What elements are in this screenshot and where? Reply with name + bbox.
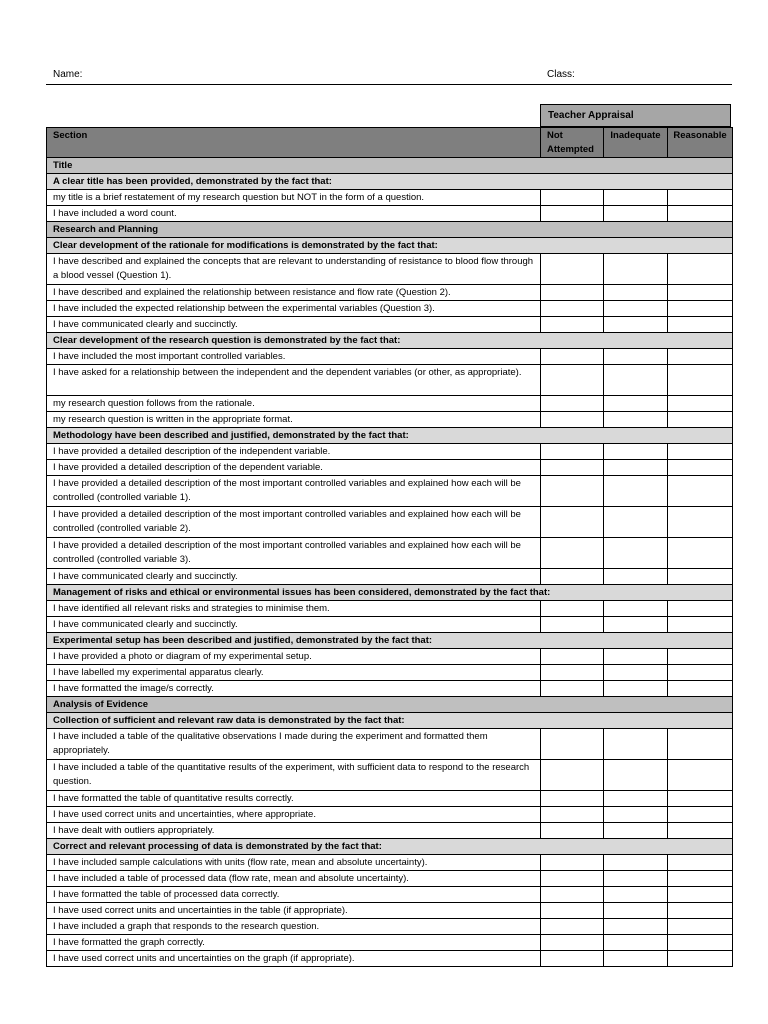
not-attempted-cell[interactable] (541, 444, 604, 460)
inadequate-cell[interactable] (604, 301, 668, 317)
criterion-heading-row (47, 633, 733, 649)
not-attempted-cell[interactable] (541, 285, 604, 301)
checklist-item-row (47, 665, 733, 681)
reasonable-cell[interactable] (668, 903, 733, 919)
checklist-item-text: I have provided a photo or diagram of my experimental setup. (47, 649, 541, 665)
inadequate-cell[interactable] (604, 903, 668, 919)
checklist-item-text: I have provided a detailed description of the dependent variable. (47, 460, 541, 476)
criterion-heading-row (47, 333, 733, 349)
inadequate-cell[interactable] (604, 807, 668, 823)
reasonable-cell[interactable] (668, 887, 733, 903)
checklist-item-row (47, 729, 733, 760)
inadequate-cell[interactable] (604, 206, 668, 222)
inadequate-cell[interactable] (604, 396, 668, 412)
checklist-item-row (47, 412, 733, 428)
checklist-item-row (47, 617, 733, 633)
not-attempted-cell[interactable] (541, 823, 604, 839)
checklist-item-text: I have provided a detailed description of the most important controlled variables and explained how each will be controlled (controlled variable 1). (47, 476, 541, 507)
reasonable-cell[interactable] (668, 681, 733, 697)
reasonable-cell[interactable] (668, 823, 733, 839)
checklist-item-row (47, 760, 733, 791)
reasonable-cell[interactable] (668, 444, 733, 460)
inadequate-cell[interactable] (604, 254, 668, 285)
checklist-item-row (47, 791, 733, 807)
inadequate-cell[interactable] (604, 617, 668, 633)
not-attempted-cell[interactable] (541, 476, 604, 507)
not-attempted-cell[interactable] (541, 760, 604, 791)
criterion-heading: Experimental setup has been described and justified, demonstrated by the fact that: (47, 633, 733, 649)
inadequate-cell[interactable] (604, 791, 668, 807)
not-attempted-cell[interactable] (541, 317, 604, 333)
reasonable-cell[interactable] (668, 538, 733, 569)
checklist-item-row (47, 317, 733, 333)
name-label: Name: (53, 69, 83, 80)
inadequate-cell[interactable] (604, 349, 668, 365)
not-attempted-cell[interactable] (541, 855, 604, 871)
checklist-item-row (47, 871, 733, 887)
reasonable-cell[interactable] (668, 855, 733, 871)
teacher-appraisal-header: Teacher Appraisal (540, 104, 731, 127)
checklist-item-text: I have included a table of the quantitative results of the experiment, with sufficient data to respond to the research question. (47, 760, 541, 791)
not-attempted-cell[interactable] (541, 507, 604, 538)
checklist-item-text: I have formatted the image/s correctly. (47, 681, 541, 697)
inadequate-cell[interactable] (604, 729, 668, 760)
checklist-item-text: I have included the most important controlled variables. (47, 349, 541, 365)
checklist-item-text: I have used correct units and uncertainties in the table (if appropriate). (47, 903, 541, 919)
checklist-item-text: I have provided a detailed description of the most important controlled variables and explained how each will be controlled (controlled variable 2). (47, 507, 541, 538)
criterion-heading: Correct and relevant processing of data is demonstrated by the fact that: (47, 839, 733, 855)
checklist-item-text: I have included a word count. (47, 206, 541, 222)
checklist-item-text: I have communicated clearly and succinctly. (47, 617, 541, 633)
not-attempted-cell[interactable] (541, 919, 604, 935)
criterion-heading-row (47, 839, 733, 855)
checklist-item-row (47, 951, 733, 967)
reasonable-cell[interactable] (668, 507, 733, 538)
reasonable-cell[interactable] (668, 460, 733, 476)
reasonable-cell[interactable] (668, 729, 733, 760)
checklist-item-text: I have included a table of processed data (flow rate, mean and absolute uncertainty). (47, 871, 541, 887)
inadequate-cell[interactable] (604, 855, 668, 871)
checklist-item-row (47, 887, 733, 903)
not-attempted-cell[interactable] (541, 190, 604, 206)
inadequate-cell[interactable] (604, 760, 668, 791)
reasonable-cell[interactable] (668, 349, 733, 365)
checklist-item-text: I have labelled my experimental apparatus clearly. (47, 665, 541, 681)
reasonable-cell[interactable] (668, 285, 733, 301)
checklist-item-row (47, 649, 733, 665)
checklist-item-row (47, 601, 733, 617)
section-heading: Title (47, 158, 733, 174)
not-attempted-cell[interactable] (541, 301, 604, 317)
inadequate-cell[interactable] (604, 190, 668, 206)
checklist-item-text: I have asked for a relationship between the independent and the dependent variables (or other, as appropriate). (47, 365, 541, 396)
checklist-item-text: I have identified all relevant risks and strategies to minimise them. (47, 601, 541, 617)
reasonable-cell[interactable] (668, 317, 733, 333)
checklist-item-row (47, 190, 733, 206)
column-header-inadequate: Inadequate (604, 128, 668, 158)
checklist-item-row (47, 444, 733, 460)
reasonable-cell[interactable] (668, 649, 733, 665)
checklist-item-row (47, 807, 733, 823)
not-attempted-cell[interactable] (541, 396, 604, 412)
reasonable-cell[interactable] (668, 476, 733, 507)
reasonable-cell[interactable] (668, 365, 733, 396)
checklist-item-text: my title is a brief restatement of my research question but NOT in the form of a question. (47, 190, 541, 206)
not-attempted-cell[interactable] (541, 871, 604, 887)
column-header-reasonable: Reasonable (668, 128, 733, 158)
reasonable-cell[interactable] (668, 254, 733, 285)
checklist-item-row (47, 349, 733, 365)
checklist-item-text: I have communicated clearly and succinctly. (47, 317, 541, 333)
checklist-item-row (47, 855, 733, 871)
not-attempted-cell[interactable] (541, 349, 604, 365)
inadequate-cell[interactable] (604, 365, 668, 396)
not-attempted-cell[interactable] (541, 649, 604, 665)
inadequate-cell[interactable] (604, 871, 668, 887)
section-heading: Analysis of Evidence (47, 697, 733, 713)
checklist-item-text: I have included a table of the qualitative observations I made during the experiment and formatted them appropriately. (47, 729, 541, 760)
reasonable-cell[interactable] (668, 190, 733, 206)
checklist-item-text: I have communicated clearly and succinctly. (47, 569, 541, 585)
checklist-item-text: I have included sample calculations with units (flow rate, mean and absolute uncertainty). (47, 855, 541, 871)
inadequate-cell[interactable] (604, 569, 668, 585)
table-header-row (47, 128, 733, 158)
checklist-item-row (47, 538, 733, 569)
reasonable-cell[interactable] (668, 412, 733, 428)
inadequate-cell[interactable] (604, 951, 668, 967)
section-heading-row (47, 158, 733, 174)
checklist-item-text: I have described and explained the relationship between resistance and flow rate (Question 2). (47, 285, 541, 301)
checklist-item-text: I have provided a detailed description of the most important controlled variables and explained how each will be controlled (controlled variable 3). (47, 538, 541, 569)
reasonable-cell[interactable] (668, 919, 733, 935)
not-attempted-cell[interactable] (541, 460, 604, 476)
reasonable-cell[interactable] (668, 569, 733, 585)
checklist-item-text: I have formatted the graph correctly. (47, 935, 541, 951)
criterion-heading: Methodology have been described and justified, demonstrated by the fact that: (47, 428, 733, 444)
not-attempted-cell[interactable] (541, 617, 604, 633)
inadequate-cell[interactable] (604, 507, 668, 538)
criterion-heading: Management of risks and ethical or environmental issues has been considered, demonstrated by the fact that: (47, 585, 733, 601)
checklist-item-text: my research question is written in the appropriate format. (47, 412, 541, 428)
checklist-item-row (47, 206, 733, 222)
inadequate-cell[interactable] (604, 412, 668, 428)
reasonable-cell[interactable] (668, 791, 733, 807)
not-attempted-cell[interactable] (541, 935, 604, 951)
inadequate-cell[interactable] (604, 681, 668, 697)
not-attempted-cell[interactable] (541, 791, 604, 807)
not-attempted-cell[interactable] (541, 206, 604, 222)
checklist-item-text: I have included a graph that responds to the research question. (47, 919, 541, 935)
criterion-heading: Collection of sufficient and relevant raw data is demonstrated by the fact that: (47, 713, 733, 729)
checklist-item-row (47, 460, 733, 476)
checklist-item-row (47, 301, 733, 317)
inadequate-cell[interactable] (604, 649, 668, 665)
not-attempted-cell[interactable] (541, 665, 604, 681)
not-attempted-cell[interactable] (541, 729, 604, 760)
checklist-item-row (47, 476, 733, 507)
reasonable-cell[interactable] (668, 760, 733, 791)
criterion-heading-row (47, 713, 733, 729)
not-attempted-cell[interactable] (541, 903, 604, 919)
checklist-item-row (47, 285, 733, 301)
reasonable-cell[interactable] (668, 206, 733, 222)
inadequate-cell[interactable] (604, 444, 668, 460)
inadequate-cell[interactable] (604, 538, 668, 569)
checklist-item-row (47, 903, 733, 919)
not-attempted-cell[interactable] (541, 601, 604, 617)
checklist-item-text: I have provided a detailed description of the independent variable. (47, 444, 541, 460)
criterion-heading: Clear development of the rationale for modifications is demonstrated by the fact that: (47, 238, 733, 254)
inadequate-cell[interactable] (604, 935, 668, 951)
inadequate-cell[interactable] (604, 823, 668, 839)
class-label: Class: (547, 69, 575, 80)
inadequate-cell[interactable] (604, 317, 668, 333)
checklist-item-text: I have formatted the table of quantitative results correctly. (47, 791, 541, 807)
not-attempted-cell[interactable] (541, 365, 604, 396)
not-attempted-cell[interactable] (541, 807, 604, 823)
reasonable-cell[interactable] (668, 935, 733, 951)
not-attempted-cell[interactable] (541, 254, 604, 285)
inadequate-cell[interactable] (604, 887, 668, 903)
checklist-item-row (47, 919, 733, 935)
checklist-item-text: I have included the expected relationship between the experimental variables (Question 3). (47, 301, 541, 317)
criterion-heading: Clear development of the research question is demonstrated by the fact that: (47, 333, 733, 349)
checklist-item-text: my research question follows from the rationale. (47, 396, 541, 412)
not-attempted-cell[interactable] (541, 569, 604, 585)
section-heading-row (47, 222, 733, 238)
inadequate-cell[interactable] (604, 476, 668, 507)
reasonable-cell[interactable] (668, 665, 733, 681)
checklist-item-row (47, 681, 733, 697)
checklist-item-row (47, 823, 733, 839)
rubric-body (47, 158, 733, 967)
inadequate-cell[interactable] (604, 601, 668, 617)
inadequate-cell[interactable] (604, 460, 668, 476)
checklist-item-row (47, 396, 733, 412)
reasonable-cell[interactable] (668, 807, 733, 823)
reasonable-cell[interactable] (668, 951, 733, 967)
reasonable-cell[interactable] (668, 396, 733, 412)
inadequate-cell[interactable] (604, 919, 668, 935)
checklist-item-text: I have described and explained the concepts that are relevant to understanding of resistance to blood flow through a blood vessel (Question 1). (47, 254, 541, 285)
checklist-item-row (47, 569, 733, 585)
checklist-item-text: I have used correct units and uncertainties on the graph (if appropriate). (47, 951, 541, 967)
checklist-item-text: I have used correct units and uncertainties, where appropriate. (47, 807, 541, 823)
not-attempted-cell[interactable] (541, 887, 604, 903)
reasonable-cell[interactable] (668, 301, 733, 317)
not-attempted-cell[interactable] (541, 951, 604, 967)
criterion-heading-row (47, 174, 733, 190)
checklist-item-row (47, 365, 733, 396)
checklist-item-row (47, 935, 733, 951)
criterion-heading-row (47, 428, 733, 444)
header-underline (46, 84, 732, 85)
inadequate-cell[interactable] (604, 285, 668, 301)
not-attempted-cell[interactable] (541, 681, 604, 697)
criterion-heading-row (47, 238, 733, 254)
section-heading-row (47, 697, 733, 713)
checklist-item-row (47, 254, 733, 285)
reasonable-cell[interactable] (668, 617, 733, 633)
reasonable-cell[interactable] (668, 871, 733, 887)
reasonable-cell[interactable] (668, 601, 733, 617)
column-header-not-attempted: Not Attempted (541, 128, 604, 158)
criterion-heading: A clear title has been provided, demonstrated by the fact that: (47, 174, 733, 190)
not-attempted-cell[interactable] (541, 412, 604, 428)
inadequate-cell[interactable] (604, 665, 668, 681)
checklist-item-text: I have dealt with outliers appropriately. (47, 823, 541, 839)
section-heading: Research and Planning (47, 222, 733, 238)
checklist-item-text: I have formatted the table of processed data correctly. (47, 887, 541, 903)
not-attempted-cell[interactable] (541, 538, 604, 569)
column-header-section: Section (47, 128, 541, 158)
appraisal-rubric-table (46, 127, 733, 967)
criterion-heading-row (47, 585, 733, 601)
checklist-item-row (47, 507, 733, 538)
